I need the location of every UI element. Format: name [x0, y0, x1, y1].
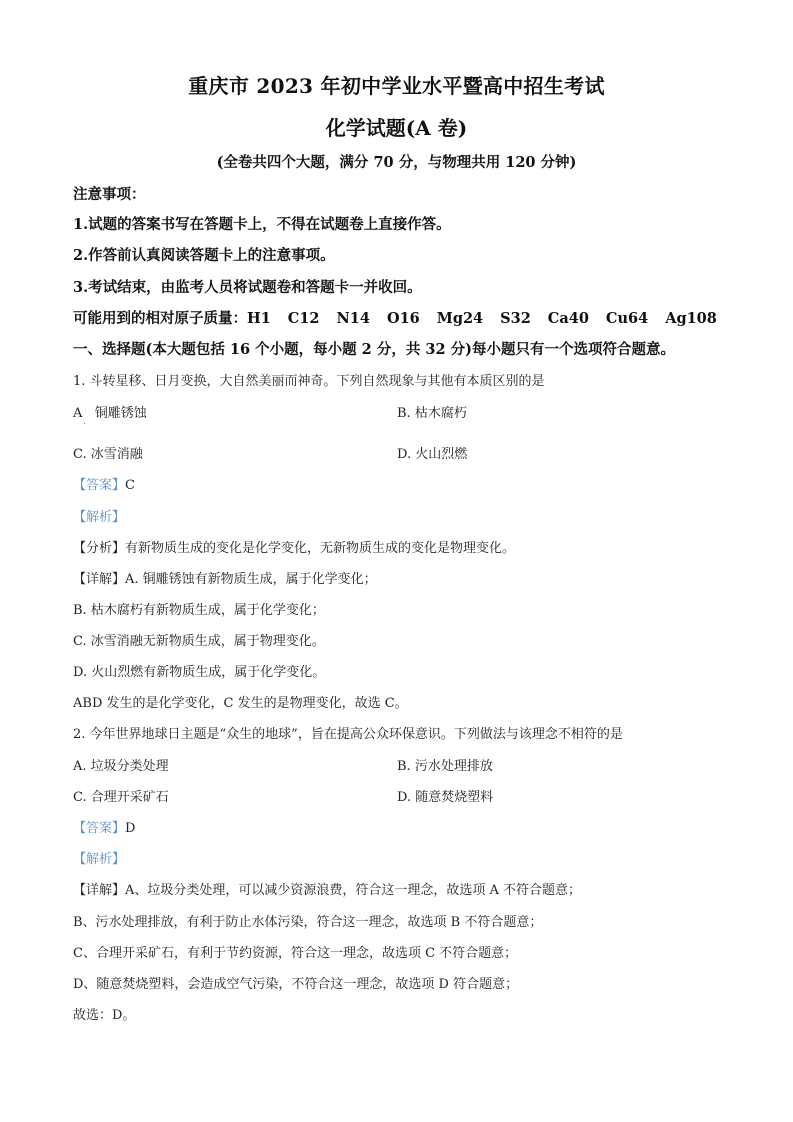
option-b	[397, 402, 467, 421]
option-text: 枯木腐朽	[414, 406, 467, 421]
analysis-tag: 【解析】	[73, 510, 126, 525]
atomic-mass-value: Ag108	[665, 310, 717, 327]
atomic-masses	[73, 307, 717, 328]
option-a	[73, 755, 169, 774]
atomic-masses-label: 可能用到的相对原子质量：	[73, 310, 247, 327]
answer-value: C	[125, 478, 135, 493]
atomic-mass-value: N14	[336, 310, 370, 327]
explanation-tag: 【分析】	[73, 541, 126, 556]
option-text: 污水处理排放	[414, 759, 493, 774]
explanation-tag: 【详解】	[73, 572, 126, 587]
explanation-conclusion: ABD 发生的是化学变化，C 发生的是物理变化，故选 C。	[73, 696, 408, 711]
exam-subtitle: 化学试题(A 卷)	[325, 116, 468, 140]
note-item: 2.作答前认真阅读答题卡上的注意事项。	[73, 247, 335, 264]
analysis-heading	[73, 506, 125, 525]
option-d	[397, 443, 467, 462]
question-stem: 1. 斗转星移、日月变换，大自然美丽而神奇。下列自然现象与其他有本质区别的是	[73, 374, 545, 389]
notes-heading: 注意事项：	[73, 186, 146, 203]
explanation-line: C、合理开采矿石，有利于节约资源，符合这一理念，故选项 C 不符合题意；	[73, 946, 518, 961]
answer-tag: 【答案】	[73, 821, 126, 836]
atomic-mass-value: H1	[247, 310, 271, 327]
explanation-line: B、污水处理排放，有利于防止水体污染，符合这一理念，故选项 B 不符合题意；	[73, 915, 543, 930]
note-item: 1.试题的答案书写在答题卡上，不得在试题卷上直接作答。	[73, 216, 451, 233]
analysis-heading	[73, 848, 125, 867]
answer-line	[73, 817, 135, 836]
explanation-line	[73, 879, 581, 898]
option-label: B.	[397, 406, 411, 421]
option-label: C.	[73, 447, 87, 462]
note-item: 3.考试结束，由监考人员将试题卷和答题卡一并收回。	[73, 279, 422, 296]
explanation-conclusion: 故选：D。	[73, 1008, 136, 1023]
option-text: 垃圾分类处理	[90, 759, 169, 774]
option-label: A	[73, 406, 83, 421]
option-text: 铜雕锈蚀	[94, 406, 147, 421]
option-label: D.	[397, 447, 412, 462]
explanation-line: B. 枯木腐朽有新物质生成，属于化学变化；	[73, 603, 325, 618]
option-b	[397, 755, 493, 774]
answer-value: D	[125, 821, 136, 836]
explanation-line: D、随意焚烧塑料，会造成空气污染，不符合这一理念，故选项 D 符合题意；	[73, 977, 519, 992]
explanation-text: A. 铜雕锈蚀有新物质生成，属于化学变化；	[125, 572, 377, 587]
explanation-tag: 【详解】	[73, 883, 126, 898]
question-stem: 2. 今年世界地球日主题是“众生的地球”，旨在提高公众环保意识。下列做法与该理念不相符的是	[73, 727, 623, 742]
explanation-text: A、垃圾分类处理，可以减少资源浪费，符合这一理念，故选项 A 不符合题意；	[125, 883, 582, 898]
explanation-line	[73, 537, 515, 556]
option-text: 冰雪消融	[90, 447, 143, 462]
atomic-mass-value: Cu64	[605, 310, 649, 327]
option-a	[73, 402, 147, 421]
atomic-mass-value: C12	[287, 310, 320, 327]
explanation-line	[73, 568, 377, 587]
atomic-mass-value: Ca40	[547, 310, 589, 327]
explanation-text: 有新物质生成的变化是化学变化，无新物质生成的变化是物理变化。	[125, 541, 516, 556]
option-label: A.	[73, 759, 87, 774]
atomic-mass-value: S32	[500, 310, 531, 327]
option-text: 合理开采矿石	[90, 790, 169, 805]
stray-dot	[84, 423, 85, 424]
option-text: 随意焚烧塑料	[415, 790, 494, 805]
answer-tag: 【答案】	[73, 478, 126, 493]
option-label: C.	[73, 790, 87, 805]
exam-info: (全卷共四个大题，满分 70 分，与物理共用 120 分钟)	[216, 154, 577, 171]
explanation-line: C. 冰雪消融无新物质生成，属于物理变化。	[73, 634, 325, 649]
answer-line	[73, 474, 135, 493]
option-label: D.	[397, 790, 412, 805]
section-heading: 一、选择题(本大题包括 16 个小题，每小题 2 分，共 32 分)每小题只有一个选项符合题意。	[73, 341, 675, 358]
atomic-mass-value: O16	[386, 310, 420, 327]
explanation-line: D. 火山烈燃有新物质生成，属于化学变化。	[73, 665, 326, 680]
option-label: B.	[397, 759, 411, 774]
option-d	[397, 786, 493, 805]
option-text: 火山烈燃	[415, 447, 468, 462]
option-c	[73, 786, 169, 805]
option-c	[73, 443, 143, 462]
exam-title: 重庆市 2023 年初中学业水平暨高中招生考试	[188, 74, 605, 98]
analysis-tag: 【解析】	[73, 852, 126, 867]
atomic-mass-value: Mg24	[436, 310, 484, 327]
